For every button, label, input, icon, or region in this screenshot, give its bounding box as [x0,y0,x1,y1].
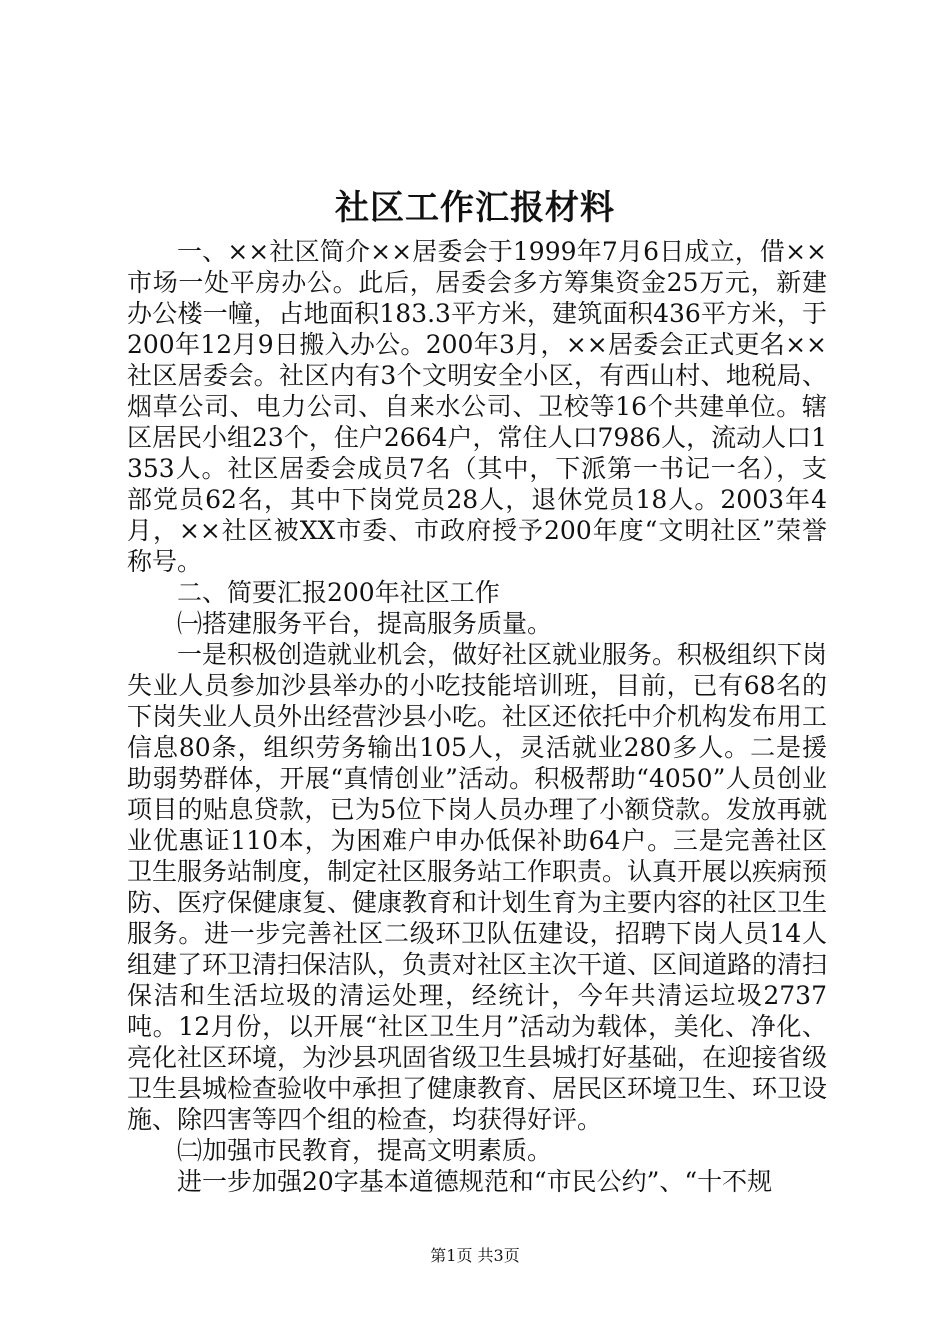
document-body [127,236,827,1197]
page-footer: 第1页 共3页 [430,1246,520,1265]
paragraph-section-two-heading: 二、简要汇报200年社区工作 [177,578,500,607]
paragraph-community-intro: 一、××社区简介××居委会于1999年7月6日成立，借××市场一处平房办公。此后，居委会多方筹集资金25万元，新建办公楼一幢，占地面积183.3平方米，建筑面积436平方米，于200年12月9日搬入办公。200年3月，××居委会正式更名××社区居委会。社区内有3个文明安全小区，有西山村、地税局、烟草公司、电力公司、自来水公司、卫校等16个共建单位。辖区居民小组23个，住户2664户，常住人口7986人，流动人口1353人。社区居委会成员7名（其中，下派第一书记一名），支部党员62名，其中下岗党员28人，退休党员18人。2003年4月，××社区被XX市委、市政府授予200年度“文明社区”荣誉称号。 [127,237,827,576]
paragraph-employment-services: 一是积极创造就业机会，做好社区就业服务。积极组织下岗失业人员参加沙县举办的小吃技能培训班，目前，已有68名的下岗失业人员外出经营沙县小吃。社区还依托中介机构发布用工信息80条，组织劳务输出105人，灵活就业280多人。二是援助弱势群体，开展“真情创业”活动。积极帮助“4050”人员创业项目的贴息贷款，已为5位下岗人员办理了小额贷款。发放再就业优惠证110本，为困难户申办低保补助64户。三是完善社区卫生服务站制度，制定社区服务站工作职责。认真开展以疾病预防、医疗保健康复、健康教育和计划生育为主要内容的社区卫生服务。进一步完善社区二级环卫队伍建设，招聘下岗人员14人组建了环卫清扫保洁队，负责对社区主次干道、区间道路的清扫保洁和生活垃圾的清运处理，经统计，今年共清运垃圾2737吨。12月份，以开展“社区卫生月”活动为载体，美化、净化、亮化社区环境，为沙县巩固省级卫生县城打好基础，在迎接省级卫生县城检查验收中承担了健康教育、居民区环境卫生、环卫设施、除四害等四个组的检查，均获得好评。 [127,640,828,1134]
document-title: 社区工作汇报材料 [335,188,615,228]
paragraph-subsection-one-heading: ㈠搭建服务平台，提高服务质量。 [177,609,553,638]
paragraph-subsection-two-heading: ㈡加强市民教育，提高文明素质。 [177,1136,553,1165]
paragraph-moral-education: 进一步加强20字基本道德规范和“市民公约”、“十不规 [177,1167,773,1196]
